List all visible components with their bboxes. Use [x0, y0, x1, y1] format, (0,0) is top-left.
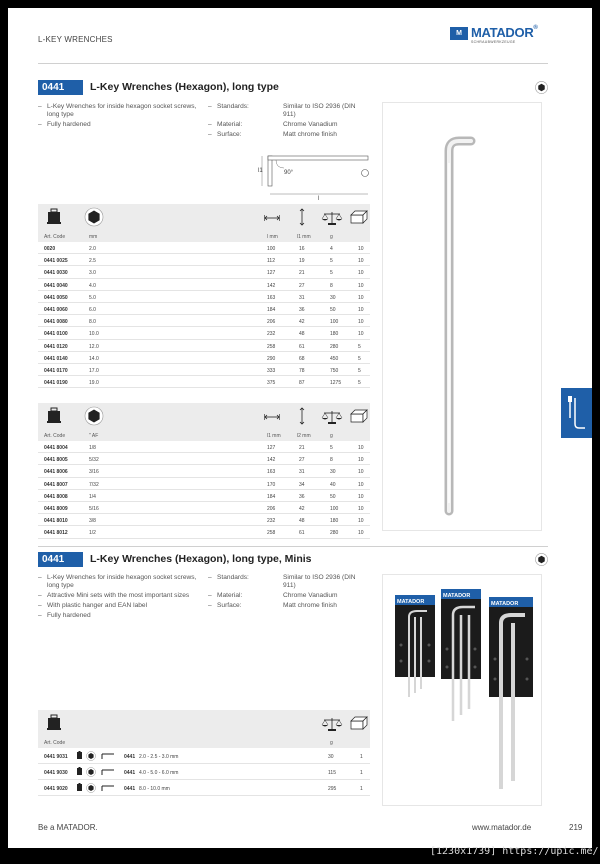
article-code-cell: 0441 8009: [44, 505, 68, 512]
article-code-cell: 0441 9020: [44, 786, 68, 792]
table-cell: 34: [299, 481, 305, 488]
table-cell: 50: [330, 306, 336, 313]
table-cell: 10: [358, 294, 364, 301]
mini-set-large: [489, 597, 533, 789]
packaging-icon: [46, 208, 62, 226]
table-cell: 750: [330, 367, 339, 374]
table-cell: 68: [299, 355, 305, 362]
table-cell: 10: [358, 445, 364, 451]
table-cell: 206: [267, 319, 276, 326]
table-row: [38, 291, 370, 303]
table-row: [38, 465, 370, 477]
table-cell: 100: [330, 319, 339, 326]
table-cell: 1/4: [89, 493, 96, 500]
table-cell: 450: [330, 355, 339, 362]
table-cell: 280: [330, 530, 339, 537]
table-cell: 5: [330, 258, 333, 265]
table-row: [38, 514, 370, 526]
table-cell: 5/16: [89, 505, 99, 512]
feature-item: – Fully hardened: [38, 612, 198, 620]
article-code-cell: 0441 0140: [44, 355, 68, 362]
table-row: [38, 254, 370, 266]
quantity-cell: 1: [360, 770, 363, 776]
article-code-cell: 0441 0190: [44, 380, 68, 387]
table-cell: 5/32: [89, 457, 99, 464]
pack-brand-label: MATADOR: [443, 593, 471, 599]
table-cell: 10: [358, 530, 364, 537]
table-cell: 36: [299, 493, 305, 500]
hanger-icon: [77, 752, 82, 759]
sizes-cell: 2.0 - 2.5 - 3.0 mm: [139, 754, 179, 760]
mini-sets-image: [383, 575, 543, 807]
table-cell: 5: [330, 445, 333, 451]
table-cell: 142: [267, 457, 276, 464]
article-code-cell: 0441 0170: [44, 367, 68, 374]
height-icon: [298, 407, 306, 425]
feature-item: – Fully hardened: [38, 121, 198, 129]
table-cell: 10: [358, 282, 364, 289]
table-cell: 163: [267, 294, 276, 301]
table-cell: 184: [267, 306, 276, 313]
catalog-page: L-KEY WRENCHES M MATADOR® SCHRAUBWERKZEUGE 0441 L-Key Wrenches (Hexagon), long type – L-Key Wrenches for inside hexagon socket screws, long type – Fully hardened – Standards: Similar to ISO 2936 (DIN 911) – Material: Chrome Vanadium – Surface: Matt chrome finish l1 90° l Art. Code mm l mm l1 mm g 0020 2.0 100 16 4 10 0441 0025 2.5 112 19 5 10 0441 0030 3.0 127 21 5 10 0441 0040 4.0 142 27 8 10 0441 0050 5.0 163 31 30 10 0441 0060 6.0 184 36 50 10 0441 0080 8.0 206 42 100 10 0441 0100 10.0 232 48 180 10 0441 0120 12.0 258 61 280 5 0441 0140 14.0 290 68 450 5 0441 0170 17.0 333 78 750 5 0441 0190 19.0 375 87 1275 5 Art. Code " AF l1 mm l2 mm g 0441 8004 1/8 127 21 5 10 0441 8005 5/32 142 27 8 10 0441 8006 3/16 163 31 30 10 0441 8007 7/32 170 34 40 10 0441 8008 1/4 184 36 50 10 0441 8009 5/16 206 42 100 10 0441 8010 3/8 232 48 180 10 0441 8012 1/2 258 61 280 10 0441 L-Key Wrenches (Hexagon), long type, Minis – L-Key Wrenches for inside hexagon socket screws, long type – Attractive Mini sets with the most important sizes – With plastic hanger and EAN label – Fully hardened – Standards: Similar to ISO 2936 (DIN 911) – Material: Chrome Vanadium – Surface: Matt chrome finish MATADOR MATADOR MATADOR Art. Code g 0441 9031 0441 2.0 - 2.5 - 3.0 mm 30 1 0441 9030 0441 4.0 - 5.0 - 6.0 mm 115 1 0441 9020 0441 8.0 - 10.0 mm 295 1 Be a MATADOR. www.matador.de 219: [8, 8, 592, 848]
table-cell: 258: [267, 530, 276, 537]
table-cell: 27: [299, 282, 305, 289]
table-cell: 10: [358, 319, 364, 326]
logo-subtitle: SCHRAUBWERKZEUGE: [471, 40, 516, 44]
scale-weight-icon: [321, 409, 343, 425]
table-icon-row: [38, 204, 370, 231]
article-code-cell: 0441 9031: [44, 754, 68, 760]
table-cell: 8: [330, 457, 333, 464]
table-cell: 42: [299, 505, 305, 512]
table-cell: 27: [299, 457, 305, 464]
table-cell: 180: [330, 331, 339, 338]
table-row: [38, 376, 370, 388]
table-cell: 5: [358, 367, 361, 374]
article-code-cell: 0441 0025: [44, 258, 68, 265]
table-cell: 4: [330, 246, 333, 252]
dimension-diagram: [258, 154, 373, 200]
table-cell: 184: [267, 493, 276, 500]
feature-item: – Attractive Mini sets with the most important sizes: [38, 592, 198, 600]
table-row: [38, 303, 370, 315]
article-code-cell: 0441 0030: [44, 270, 68, 277]
table-cell: 5: [358, 355, 361, 362]
article-code-cell: 0441 8005: [44, 457, 68, 464]
table-cell: 61: [299, 530, 305, 537]
table-cell: 3/8: [89, 518, 96, 525]
weight-cell: 30: [328, 754, 334, 760]
box-quantity-icon: [350, 409, 368, 423]
article-code-cell: 0441 8010: [44, 518, 68, 525]
table-caption-row: Art. Code " AF l1 mm l2 mm g: [38, 430, 370, 441]
diagram-l1-label: l1: [258, 168, 263, 174]
hex-size-icon: [84, 406, 104, 426]
table-cell: 333: [267, 367, 276, 374]
table-cell: 42: [299, 319, 305, 326]
table-row: [38, 242, 370, 254]
table-cell: 375: [267, 380, 276, 387]
article-code-cell: 0441 0060: [44, 306, 68, 313]
article-code-badge: 0441: [38, 80, 83, 95]
table-cell: 48: [299, 518, 305, 525]
table-cell: 127: [267, 270, 276, 277]
table-cell: 5: [358, 343, 361, 350]
table-caption-row: Art. Code mm l mm l1 mm g: [38, 231, 370, 242]
table-cell: 31: [299, 294, 305, 301]
table-cell: 1/2: [89, 530, 96, 537]
weight-cell: 295: [328, 786, 337, 792]
article-code-cell: 0441 8012: [44, 530, 68, 537]
set-pictograms: [76, 782, 116, 794]
article-code-cell: 0441 0040: [44, 282, 68, 289]
box-quantity-icon: [350, 716, 368, 730]
packaging-icon: [46, 407, 62, 425]
quantity-cell: 1: [360, 754, 363, 760]
table-row: [38, 279, 370, 291]
l-key-tab-icon: [561, 388, 592, 438]
table-cell: 112: [267, 258, 275, 265]
table-cell: 10: [358, 505, 364, 512]
table-icon-row: [38, 710, 370, 737]
table-cell: 10: [358, 518, 364, 525]
matador-logo: [450, 25, 550, 47]
table-cell: 8.0: [89, 319, 96, 326]
table-cell: 10: [358, 258, 364, 265]
mini-set-medium: [441, 589, 481, 721]
l-key-icon: [102, 770, 114, 775]
table-cell: 12.0: [89, 343, 99, 350]
article-code-cell: 0441 8007: [44, 481, 68, 488]
logo-emblem: M: [450, 27, 468, 40]
table-row: [38, 453, 370, 465]
table-cell: 50: [330, 493, 336, 500]
chapter-tab: [561, 388, 592, 438]
article-code-cell: 0441 9030: [44, 770, 68, 776]
table-caption-row: Art. Code g: [38, 737, 370, 748]
table-row: [38, 748, 370, 764]
section-title: L-Key Wrenches (Hexagon), long type, Minis: [90, 553, 312, 565]
article-code-cell: 0441 0050: [44, 294, 68, 301]
table-cell: 100: [267, 246, 276, 252]
article-code-cell: 0441 0100: [44, 331, 68, 338]
logo-wordmark: MATADOR®: [471, 25, 538, 40]
inch-sizes-table: [38, 403, 370, 539]
product-image-mini-sets: [382, 574, 542, 806]
table-cell: 17.0: [89, 367, 99, 374]
article-code-cell: 0441 8004: [44, 445, 68, 451]
table-row: [38, 315, 370, 327]
table-cell: 7/32: [89, 481, 99, 488]
table-cell: 142: [267, 282, 276, 289]
table-row: [38, 478, 370, 490]
table-cell: 10: [358, 481, 364, 488]
table-cell: 5: [330, 270, 333, 277]
article-code-cell: 0441 8008: [44, 493, 68, 500]
reference-code-cell: 0441: [124, 770, 136, 776]
table-row: [38, 780, 370, 796]
article-code-badge: 0441: [38, 552, 83, 567]
table-row: [38, 340, 370, 352]
reference-code-cell: 0441: [124, 786, 136, 792]
feature-item: – L-Key Wrenches for inside hexagon socket screws, long type: [38, 574, 198, 590]
table-cell: 10: [358, 246, 364, 252]
table-cell: 10: [358, 469, 364, 476]
table-cell: 10: [358, 270, 364, 277]
hex-size-icon: [84, 207, 104, 227]
table-cell: 30: [330, 469, 336, 476]
image-attribution: [1230x1739] https://upic.me/: [430, 846, 599, 857]
table-row: [38, 352, 370, 364]
features-list: [38, 103, 198, 131]
table-row: [38, 526, 370, 538]
article-code-cell: 0441 0080: [44, 319, 68, 326]
table-cell: 10: [358, 493, 364, 500]
article-code-cell: 0441 0120: [44, 343, 68, 350]
table-cell: 30: [330, 294, 336, 301]
table-cell: 6.0: [89, 306, 96, 313]
table-cell: 10: [358, 331, 364, 338]
hanger-icon: [77, 768, 82, 775]
table-cell: 61: [299, 343, 305, 350]
article-code-cell: 0441 8006: [44, 469, 68, 476]
section-header-minis: [38, 552, 548, 568]
l-key-icon: [102, 754, 114, 759]
mini-table-body: [38, 748, 370, 796]
table-cell: 127: [267, 445, 276, 451]
l-key-icon: [102, 786, 114, 791]
hanger-icon: [77, 784, 82, 791]
inch-table-body: [38, 441, 370, 539]
mini-set-small: [395, 595, 435, 697]
table-cell: 19: [299, 258, 305, 265]
table-cell: 10: [358, 306, 364, 313]
quantity-cell: 1: [360, 786, 363, 792]
feature-item: – L-Key Wrenches for inside hexagon socket screws, long type: [38, 103, 198, 119]
footer-slogan: Be a MATADOR.: [38, 823, 98, 832]
hexagon-icon: [535, 81, 548, 94]
scale-weight-icon: [321, 210, 343, 226]
l-key-wrench-image: [383, 103, 543, 532]
box-quantity-icon: [350, 210, 368, 224]
product-image-long-key: [382, 102, 542, 531]
table-cell: 19.0: [89, 380, 99, 387]
reference-code-cell: 0441: [124, 754, 136, 760]
table-row: [38, 441, 370, 453]
article-code-cell: 0020: [44, 246, 56, 252]
section-title: L-Key Wrenches (Hexagon), long type: [90, 81, 279, 93]
metric-table-body: [38, 242, 370, 388]
length-icon: [264, 413, 280, 421]
table-cell: 5: [358, 380, 361, 387]
section-header-long-type: [38, 80, 548, 96]
table-cell: 3/16: [89, 469, 99, 476]
table-cell: 14.0: [89, 355, 99, 362]
packaging-icon: [46, 714, 62, 732]
set-pictograms: [76, 750, 116, 762]
features-list: [38, 574, 198, 622]
table-cell: 170: [267, 481, 276, 488]
hexagon-icon: [535, 553, 548, 566]
table-cell: 258: [267, 343, 276, 350]
table-cell: 180: [330, 518, 339, 525]
table-cell: 100: [330, 505, 339, 512]
pack-brand-label: MATADOR: [491, 601, 519, 607]
table-row: [38, 364, 370, 376]
page-number: 219: [569, 823, 583, 832]
table-cell: 5.0: [89, 294, 96, 301]
table-row: [38, 490, 370, 502]
table-cell: 40: [330, 481, 336, 488]
table-cell: 232: [267, 518, 276, 525]
table-icon-row: [38, 403, 370, 430]
table-cell: 16: [299, 246, 305, 252]
table-row: [38, 764, 370, 780]
table-cell: 1275: [330, 380, 342, 387]
table-row: [38, 502, 370, 514]
section-divider: [38, 546, 548, 547]
scale-weight-icon: [321, 716, 343, 732]
table-row: [38, 327, 370, 339]
table-cell: 78: [299, 367, 305, 374]
table-cell: 4.0: [89, 282, 96, 289]
table-cell: 3.0: [89, 270, 96, 277]
diagram-l-label: l: [318, 196, 320, 200]
table-cell: 2.0: [89, 246, 96, 252]
table-cell: 31: [299, 469, 305, 476]
feature-item: – With plastic hanger and EAN label: [38, 602, 198, 610]
table-cell: 232: [267, 331, 276, 338]
table-cell: 2.5: [89, 258, 96, 265]
header-divider: [38, 63, 548, 64]
table-cell: 87: [299, 380, 305, 387]
table-cell: 163: [267, 469, 276, 476]
table-row: [38, 266, 370, 278]
footer-url[interactable]: www.matador.de: [472, 823, 532, 832]
table-cell: 36: [299, 306, 305, 313]
height-icon: [298, 208, 306, 226]
table-cell: 1/8: [89, 445, 96, 451]
table-cell: 290: [267, 355, 276, 362]
set-pictograms: [76, 766, 116, 778]
table-cell: 280: [330, 343, 339, 350]
table-cell: 10: [358, 457, 364, 464]
table-cell: 21: [299, 270, 305, 277]
table-cell: 48: [299, 331, 305, 338]
weight-cell: 115: [328, 770, 336, 776]
sizes-cell: 4.0 - 5.0 - 6.0 mm: [139, 770, 179, 776]
mini-sets-table: [38, 710, 370, 796]
category-header: L-KEY WRENCHES: [38, 35, 113, 44]
table-cell: 206: [267, 505, 276, 512]
table-cell: 21: [299, 445, 305, 451]
pack-brand-label: MATADOR: [397, 599, 425, 605]
table-cell: 8: [330, 282, 333, 289]
table-cell: 10.0: [89, 331, 99, 338]
sizes-cell: 8.0 - 10.0 mm: [139, 786, 170, 792]
diagram-angle-label: 90°: [284, 170, 294, 176]
length-icon: [264, 214, 280, 222]
metric-sizes-table: [38, 204, 370, 388]
